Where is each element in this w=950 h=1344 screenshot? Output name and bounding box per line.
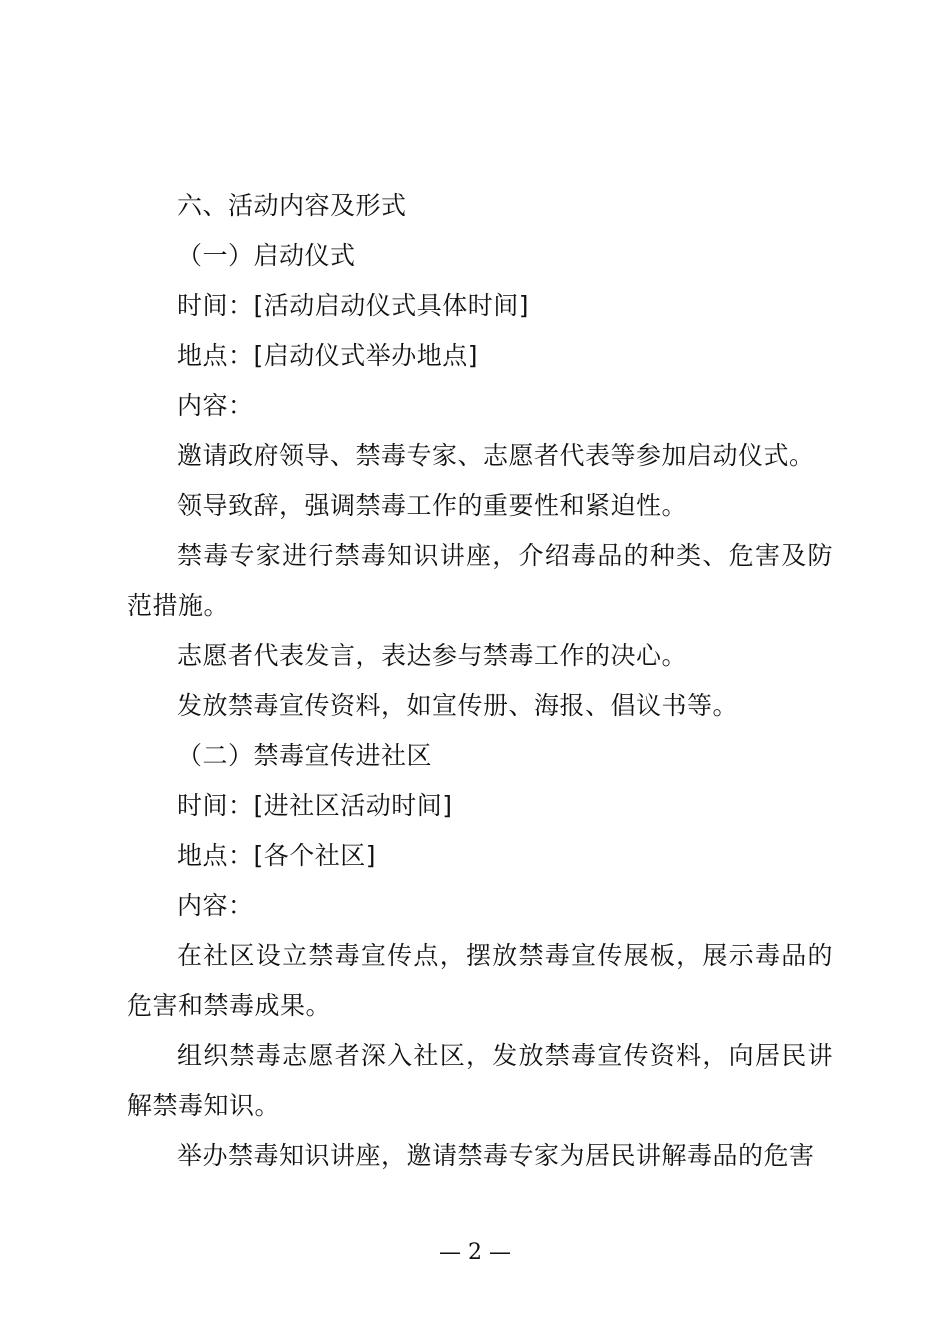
paragraph: 组织禁毒志愿者深入社区，发放禁毒宣传资料，向居民讲解禁毒知识。 [127, 1041, 833, 1120]
page-number: — 2 — [439, 1240, 511, 1265]
paragraph: 举办禁毒知识讲座，邀请禁毒专家为居民讲解毒品的危害 [177, 1141, 815, 1170]
paragraph: 地点：[各个社区] [177, 841, 377, 870]
paragraph: 内容： [177, 891, 254, 920]
paragraph: 禁毒专家进行禁毒知识讲座，介绍毒品的种类、危害及防范措施。 [127, 541, 833, 620]
paragraph: 在社区设立禁毒宣传点，摆放禁毒宣传展板，展示毒品的危害和禁毒成果。 [127, 941, 833, 1020]
document-body [127, 181, 833, 1181]
paragraph: 领导致辞，强调禁毒工作的重要性和紧迫性。 [177, 491, 688, 520]
paragraph: 发放禁毒宣传资料，如宣传册、海报、倡议书等。 [177, 691, 739, 720]
paragraph: 时间：[活动启动仪式具体时间] [177, 291, 530, 320]
paragraph: 时间：[进社区活动时间] [177, 791, 453, 820]
paragraph: 志愿者代表发言，表达参与禁毒工作的决心。 [177, 641, 688, 670]
paragraph: 地点：[启动仪式举办地点] [177, 341, 479, 370]
subsection-heading: （二）禁毒宣传进社区 [177, 741, 433, 770]
paragraph: 内容： [177, 391, 254, 420]
section-heading: 六、活动内容及形式 [177, 191, 407, 220]
subsection-heading: （一）启动仪式 [177, 241, 356, 270]
paragraph: 邀请政府领导、禁毒专家、志愿者代表等参加启动仪式。 [177, 441, 815, 470]
